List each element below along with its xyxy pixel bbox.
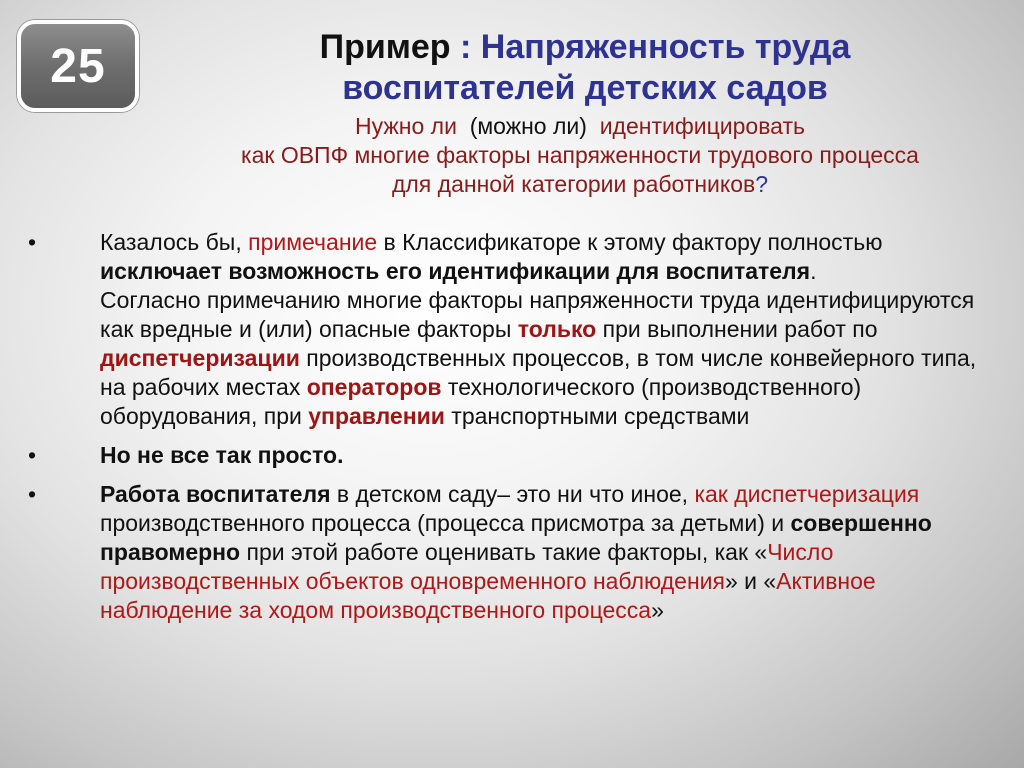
- bullet-item-3: [28, 480, 1008, 625]
- b2-bold-text: Но не все так просто.: [100, 442, 344, 468]
- subtitle-c: идентифицировать: [599, 113, 805, 139]
- b1-text: при выполнении работ по: [596, 316, 878, 342]
- bullet-marker: •: [28, 229, 37, 255]
- bullet-marker: •: [28, 481, 37, 507]
- b3-highlight-factor1: Число производственных объектов одновременного наблюдения: [100, 539, 834, 594]
- b3-highlight-dispatch: как диспетчеризация: [694, 481, 920, 507]
- b1-text: в Классификаторе к этому фактору полностью: [377, 229, 883, 255]
- subtitle-b: (можно ли): [456, 113, 600, 139]
- b1-text: .: [810, 258, 817, 284]
- b1-highlight-operators: операторов: [306, 374, 442, 400]
- b1-text: Казалось бы,: [100, 229, 249, 255]
- b3-text: при этой работе оценивать такие факторы, как «: [240, 539, 768, 565]
- b3-text: »: [651, 597, 664, 623]
- title-main-line1: : Напряженность труда: [460, 28, 851, 66]
- bullet-item-1: [28, 228, 1008, 431]
- b3-bold-text: Работа воспитателя: [100, 481, 331, 507]
- bullet-list: [28, 228, 1008, 635]
- title-main-line2: воспитателей детских садов: [342, 69, 828, 107]
- subtitle-a: Нужно ли: [355, 113, 457, 139]
- slide-number-badge: [17, 20, 139, 112]
- b1-text: Согласно примечанию многие факторы напряженности труда идентифицируются как вредные и (или) опасные факторы: [100, 287, 975, 342]
- b1-bold-text: исключает возможность его идентификации для воспитателя: [100, 258, 811, 284]
- b1-highlight-management: управлении: [308, 403, 445, 429]
- b1-highlight-only: только: [517, 316, 597, 342]
- b1-highlight-note: примечание: [248, 229, 378, 255]
- b3-highlight-factor2: Активное наблюдение за ходом производственного процесса: [100, 568, 876, 623]
- subtitle-line3: для данной категории работников: [391, 171, 756, 197]
- b3-text: » и «: [724, 568, 777, 594]
- b1-highlight-dispatch: диспетчеризации: [100, 345, 300, 371]
- b1-text: транспортными средствами: [444, 403, 750, 429]
- slide-subtitle: [140, 112, 1020, 199]
- b3-text: производственного процесса (процесса присмотра за детьми) и: [100, 510, 791, 536]
- subtitle-qmark: ?: [755, 171, 769, 197]
- bullet-marker: •: [28, 442, 37, 468]
- b3-bold-text: совершенно правомерно: [100, 510, 932, 565]
- subtitle-line2: как ОВПФ многие факторы напряженности трудового процесса: [241, 142, 919, 168]
- b3-text: в детском саду– это ни что иное,: [330, 481, 695, 507]
- bullet-item-2: [28, 441, 1008, 470]
- slide-number: 25: [50, 39, 106, 93]
- b1-text: производственных процессов, в том числе конвейерного типа, на рабочих местах: [100, 345, 977, 400]
- slide-title: [200, 27, 970, 109]
- b1-text: технологического (производственного) оборудования, при: [100, 374, 862, 429]
- title-prefix: Пример: [319, 28, 461, 66]
